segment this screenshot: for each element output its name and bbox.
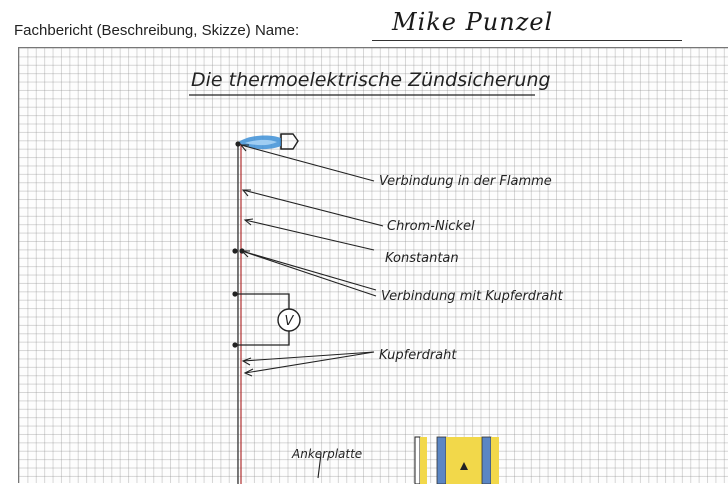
- voltmeter-symbol: V: [284, 314, 294, 329]
- sketch-title: Die thermoelektrische Zündsicherung: [191, 69, 551, 91]
- graph-paper-sheet: [18, 47, 728, 483]
- label-copper-wire: Kupferdraht: [379, 348, 457, 363]
- magnet-assembly: [415, 437, 499, 484]
- label-flame-junction: Verbindung in der Flamme: [379, 174, 552, 189]
- name-underline: [372, 40, 682, 41]
- name-value: Mike Punzel: [392, 8, 554, 36]
- label-copper-junction: Verbindung mit Kupferdraht: [381, 289, 563, 304]
- leader-lines: [241, 145, 383, 478]
- burner-nozzle-icon: [281, 134, 298, 149]
- junction-dot: [232, 248, 237, 253]
- header-label: Fachbericht (Beschreibung, Skizze) Name:: [14, 22, 300, 39]
- label-constantan: Konstantan: [385, 251, 459, 266]
- sketch-drawing: [19, 48, 728, 484]
- flame-icon: [237, 135, 281, 149]
- label-armature-plate: Ankerplatte: [292, 447, 363, 461]
- document-header: [0, 0, 728, 44]
- junction-dot: [235, 141, 240, 146]
- label-chromium-nickel: Chrom-Nickel: [387, 219, 475, 234]
